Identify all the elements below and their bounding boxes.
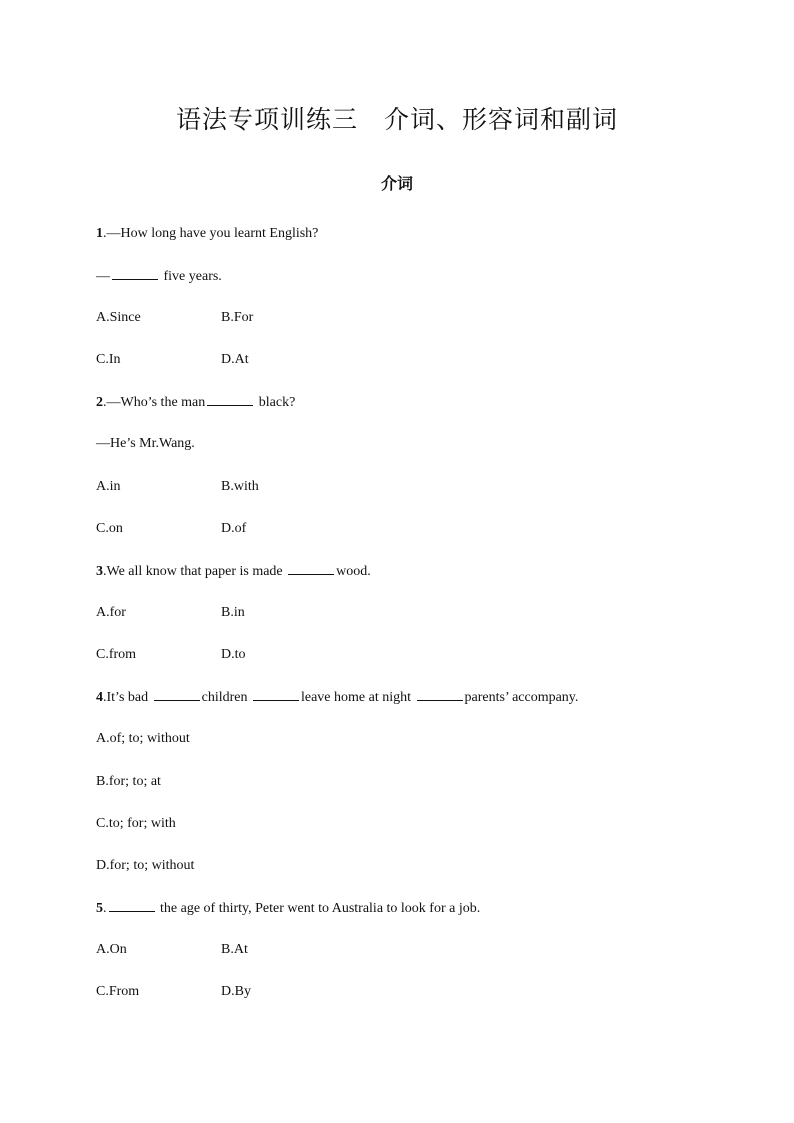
question-2-text-post: black? <box>255 395 296 410</box>
question-1-dash: — <box>96 269 110 284</box>
question-4-text-4: parents’ accompany. <box>464 690 579 705</box>
question-1-option-c[interactable]: C.In <box>96 352 121 367</box>
question-4-option-a[interactable]: A.of; to; without <box>96 731 190 746</box>
question-4-text-3: leave home at night <box>300 690 415 705</box>
question-2-option-c[interactable]: C.on <box>96 521 123 536</box>
question-3-blank[interactable] <box>288 562 334 575</box>
question-4-blank-1[interactable] <box>154 688 200 701</box>
question-5-text: the age of thirty, Peter went to Australia to look for a job. <box>156 901 481 916</box>
question-3-stem <box>96 562 371 581</box>
question-1-text: .—How long have you learnt English? <box>103 226 319 241</box>
question-1-answer-line <box>96 267 222 286</box>
question-2-option-a[interactable]: A.in <box>96 479 121 494</box>
question-5-option-b[interactable]: B.At <box>221 942 248 957</box>
question-1-number: 1 <box>96 226 103 241</box>
question-3-number: 3 <box>96 564 103 579</box>
question-4-option-b[interactable]: B.for; to; at <box>96 774 161 789</box>
question-4-option-c[interactable]: C.to; for; with <box>96 816 176 831</box>
question-4-stem <box>96 688 578 707</box>
question-2-option-b[interactable]: B.with <box>221 479 259 494</box>
question-5-number: 5 <box>96 901 103 916</box>
question-4-number: 4 <box>96 690 103 705</box>
question-5-stem: 5. the age of thirty, Peter went to Australia to look for a job. <box>96 901 481 916</box>
question-5-option-c[interactable]: C.From <box>96 984 140 999</box>
question-2-number: 2 <box>96 395 103 410</box>
question-4-blank-2[interactable] <box>253 688 299 701</box>
question-2-text-pre: .—Who’s the man <box>103 395 206 410</box>
question-2-answer-line: —He’s Mr.Wang. <box>96 436 195 451</box>
question-1-answer-text: five years. <box>160 269 222 284</box>
question-3-text-post: wood. <box>336 564 371 579</box>
question-1-option-d[interactable]: D.At <box>221 352 249 367</box>
question-5-option-a[interactable]: A.On <box>96 942 127 957</box>
question-5-blank[interactable] <box>109 899 155 912</box>
question-4-blank-3[interactable] <box>417 688 463 701</box>
question-4-option-d[interactable]: D.for; to; without <box>96 858 195 873</box>
question-4-text-2: children <box>201 690 251 705</box>
page-title: 语法专项训练三 介词、形容词和副词 <box>175 105 618 134</box>
question-2-stem <box>96 393 295 412</box>
question-2-option-d[interactable]: D.of <box>221 521 247 536</box>
question-4-text-1: .It’s bad <box>103 690 152 705</box>
question-3-option-a[interactable]: A.for <box>96 605 126 620</box>
question-3-text-pre: .We all know that paper is made <box>103 564 287 579</box>
question-3-option-b[interactable]: B.in <box>221 605 245 620</box>
question-3-option-c[interactable]: C.from <box>96 647 137 662</box>
question-1-stem <box>96 225 318 243</box>
section-heading: 介词 <box>380 174 413 193</box>
question-3-option-d[interactable]: D.to <box>221 647 246 662</box>
question-1-blank[interactable] <box>112 267 158 280</box>
question-2-blank[interactable] <box>207 393 253 406</box>
question-5-option-d[interactable]: D.By <box>221 984 251 999</box>
question-1-option-b[interactable]: B.For <box>221 310 254 325</box>
question-1-option-a[interactable]: A.Since <box>96 310 141 325</box>
